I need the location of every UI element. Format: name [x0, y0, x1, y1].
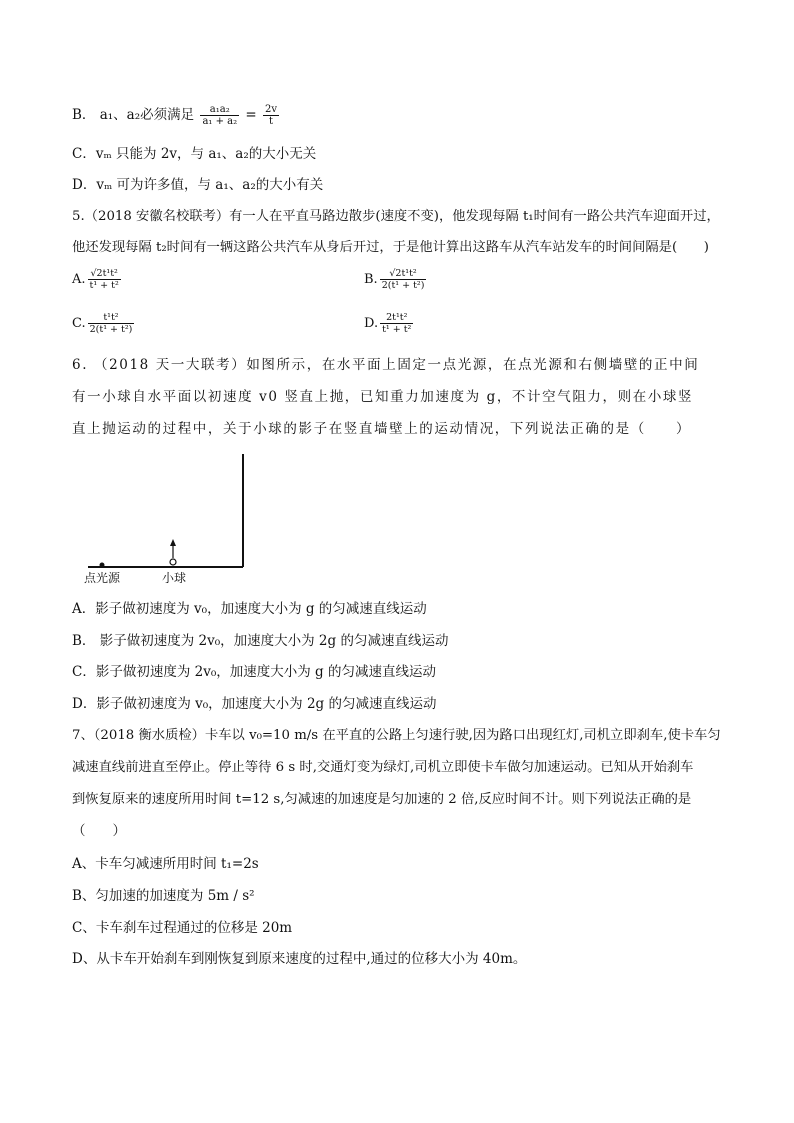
q5-option-a-fraction	[88, 268, 121, 291]
light-source-dot	[100, 563, 105, 568]
q7-stem-line-2: 减速直线前进直至停止。停止等待 6 s 时,交通灯变为绿灯,司机立即使卡车做匀加速运动。已知从开始刹车	[72, 760, 694, 775]
q4-option-c: C．vₘ 只能为 2v，与 a₁、a₂的大小无关	[72, 146, 317, 162]
q5-b-num: √2t¹t²	[380, 268, 427, 280]
q6-stem-line-1: 6. （2018 天一大联考）如图所示，在水平面上固定一点光源，在点光源和右侧墙壁的正中间	[72, 357, 700, 373]
q6-option-a: A．影子做初速度为 v₀，加速度大小为 g 的匀减速直线运动	[72, 601, 427, 617]
q7-option-a: A、卡车匀减速所用时间 t₁=2s	[72, 856, 259, 872]
q5-option-b	[364, 268, 428, 291]
q5-d-num: 2t¹t²	[380, 312, 413, 324]
q5-option-c-fraction	[88, 312, 135, 335]
q6-option-d: D．影子做初速度为 v₀，加速度大小为 2g 的匀减速直线运动	[72, 696, 437, 712]
q5-option-b-label: B.	[364, 272, 378, 287]
q5-option-d	[364, 312, 415, 335]
q4-option-b-fraction	[200, 104, 239, 127]
q7-option-b: B、匀加速的加速度为 5m / s²	[72, 888, 255, 904]
q5-option-c	[72, 312, 136, 335]
q4-rhs-numerator: 2v	[265, 104, 278, 115]
q7-stem-line-4: （ ）	[72, 823, 126, 839]
q5-option-d-label: D.	[364, 316, 379, 331]
q7-stem-line-1: 7、（2018 衡水质检）卡车以 v₀=10 m/s 在平直的公路上匀速行驶,因为路口出现红灯,司机立即刹车,使卡车匀	[72, 728, 721, 743]
q7-stem-line-3: 到恢复原来的速度所用时间 t=12 s,匀减速的加速度是匀加速的 2 倍,反应时间不计。则下列说法正确的是	[72, 792, 692, 807]
q4-option-b-rhs-fraction	[263, 104, 279, 127]
q5-option-b-fraction	[380, 268, 427, 291]
q6-stem-line-2: 有一小球自水平面以初速度 v0 竖直上抛，已知重力加速度为 g，不计空气阻力，则在小球竖	[72, 389, 694, 405]
q5-d-den: t¹ + t²	[382, 324, 412, 335]
light-source-label: 点光源	[84, 571, 121, 585]
q6-option-b: B． 影子做初速度为 2v₀，加速度大小为 2g 的匀减速直线运动	[72, 633, 449, 649]
q4-option-b-prefix: B．	[72, 107, 96, 123]
q5-c-den: 2(t¹ + t²)	[89, 324, 133, 335]
q7-option-d: D、从卡车开始刹车到刚恢复到原来速度的过程中,通过的位移大小为 40m。	[72, 951, 527, 967]
q6-diagram	[80, 452, 260, 588]
q4-option-d: D．vₘ 可为许多值，与 a₁、a₂的大小有关	[72, 177, 324, 193]
q5-option-c-label: C.	[72, 316, 86, 331]
q5-a-num: √2t¹t²	[88, 268, 121, 280]
q5-stem-line-2: 他还发现每隔 t₂时间有一辆这路公共汽车从身后开过，于是他计算出这路车从汽车站发车的时间间隔是( )	[72, 240, 709, 255]
q4-option-b-text: a₁、a₂必须满足	[99, 107, 195, 123]
q6-option-c: C．影子做初速度为 2v₀，加速度大小为 g 的匀减速直线运动	[72, 664, 436, 680]
q4-equals: =	[245, 107, 257, 123]
velocity-arrow-icon	[170, 539, 176, 546]
q6-stem-line-3: 直上抛运动的过程中，关于小球的影子在竖直墙壁上的运动情况，下列说法正确的是（ ）	[72, 421, 692, 437]
q4-rhs-denominator: t	[269, 116, 274, 127]
q5-stem-line-1: 5.（2018 安徽名校联考）有一人在平直马路边散步(速度不变)，他发现每隔 t₁时间有一路公共汽车迎面开过，	[72, 209, 720, 224]
ball-label: 小球	[162, 571, 187, 585]
q5-a-den: t¹ + t²	[89, 280, 119, 291]
ball-circle	[170, 559, 176, 565]
q5-option-a	[72, 268, 123, 291]
q4-frac-denominator: a₁ + a₂	[202, 116, 238, 127]
q5-b-den: 2(t¹ + t²)	[381, 280, 425, 291]
q4-option-b	[72, 104, 281, 127]
q5-option-d-fraction	[380, 312, 413, 335]
q5-c-num: t¹t²	[88, 312, 135, 324]
q4-frac-numerator: a₁a₂	[200, 104, 239, 116]
q5-option-a-label: A.	[72, 272, 86, 287]
q7-option-c: C、卡车刹车过程通过的位移是 20m	[72, 920, 293, 936]
